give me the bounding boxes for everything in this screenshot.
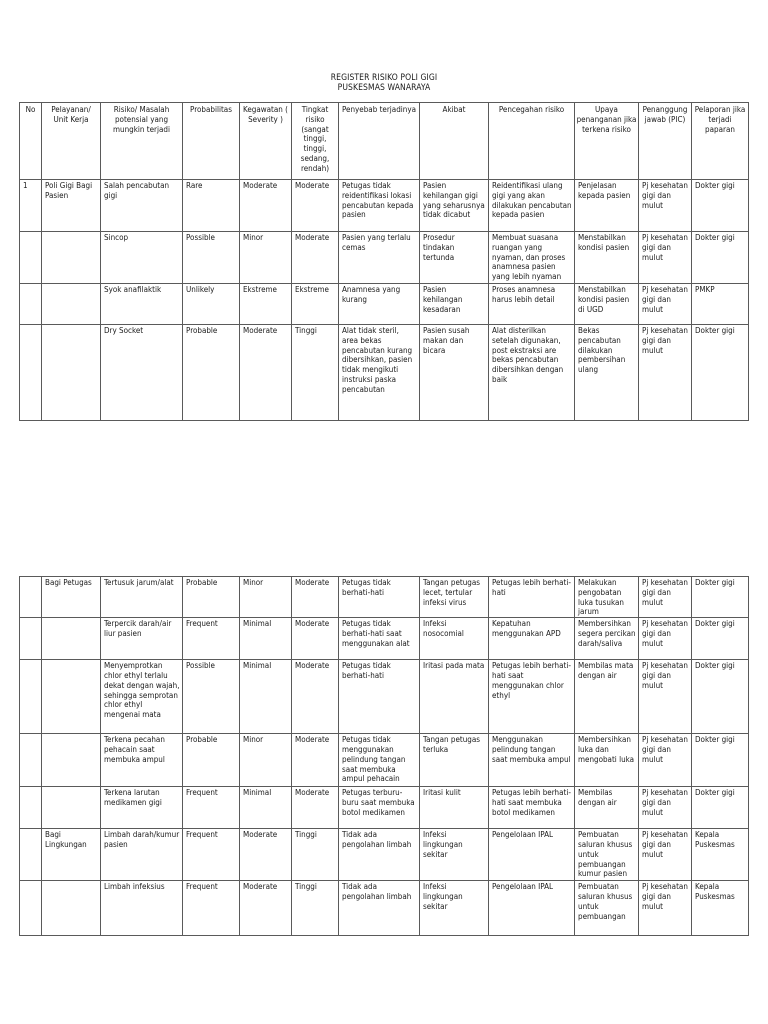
table-cell: Membersihkan luka dan mengobati luka: [575, 734, 639, 787]
table-cell: Moderate: [292, 180, 339, 232]
table-cell: [42, 881, 101, 936]
table-cell: Pj kesehatan gigi dan mulut: [639, 325, 692, 421]
table-row: [20, 577, 749, 618]
table-cell: Probable: [183, 577, 240, 618]
table-cell: Minor: [240, 577, 292, 618]
table-cell: Pj kesehatan gigi dan mulut: [639, 232, 692, 284]
table-cell: [42, 734, 101, 787]
table-cell: Moderate: [240, 881, 292, 936]
table-cell: Dokter gigi: [692, 734, 749, 787]
table-cell: [42, 284, 101, 325]
table-cell: Minimal: [240, 787, 292, 829]
table-cell: Ekstreme: [292, 284, 339, 325]
table-cell: Minor: [240, 734, 292, 787]
table-cell: Pasien yang terlalu cemas: [339, 232, 420, 284]
table-cell: Moderate: [240, 325, 292, 421]
document-subtitle: PUSKESMAS WANARAYA: [337, 83, 431, 93]
table-cell: Salah pencabutan gigi: [101, 180, 183, 232]
table-cell: Membilas mata dengan air: [575, 660, 639, 734]
column-header: Tingkat risiko (sangat tinggi, tinggi, sedang, rendah): [292, 103, 339, 180]
table-cell: Moderate: [292, 618, 339, 660]
table-cell: [20, 734, 42, 787]
table-cell: Pasien kehilangan gigi yang seharusnya tidak dicabut: [420, 180, 489, 232]
table-cell: Prosedur tindakan tertunda: [420, 232, 489, 284]
table-row: [20, 325, 749, 421]
table-cell: Infeksi nosocomial: [420, 618, 489, 660]
table-cell: Alat tidak steril, area bekas pencabutan kurang dibersihkan, pasien tidak mengikuti instruksi paska pencabutan: [339, 325, 420, 421]
table-cell: [20, 577, 42, 618]
column-header: Probabilitas: [183, 103, 240, 180]
table-header: [20, 103, 749, 180]
table-row: [20, 829, 749, 881]
table-cell: Pj kesehatan gigi dan mulut: [639, 577, 692, 618]
table-cell: Petugas lebih berhati-hati saat membuka botol medikamen: [489, 787, 575, 829]
table-cell: Rare: [183, 180, 240, 232]
table-cell: [20, 325, 42, 421]
table-row: [20, 180, 749, 232]
table-cell: Petugas lebih berhati-hati saat menggunakan chlor ethyl: [489, 660, 575, 734]
table-cell: Tidak ada pengolahan limbah: [339, 881, 420, 936]
table-cell: Iritasi kulit: [420, 787, 489, 829]
table-cell: Petugas terburu-buru saat membuka botol medikamen: [339, 787, 420, 829]
table-cell: Dokter gigi: [692, 180, 749, 232]
table-cell: Proses anamnesa harus lebih detail: [489, 284, 575, 325]
column-header: Penanggung jawab (PIC): [639, 103, 692, 180]
table-cell: Dokter gigi: [692, 618, 749, 660]
table-cell: 1: [20, 180, 42, 232]
table-cell: Frequent: [183, 829, 240, 881]
table-row: [20, 618, 749, 660]
table-cell: Anamnesa yang kurang: [339, 284, 420, 325]
table-cell: Tinggi: [292, 829, 339, 881]
table-row: [20, 232, 749, 284]
column-header: Pelaporan jika terjadi paparan: [692, 103, 749, 180]
table-cell: [42, 660, 101, 734]
table-cell: [42, 787, 101, 829]
column-header: Pelayanan/ Unit Kerja: [42, 103, 101, 180]
table-cell: Penjelasan kepada pasien: [575, 180, 639, 232]
table-cell: Pj kesehatan gigi dan mulut: [639, 660, 692, 734]
table-cell: Unlikely: [183, 284, 240, 325]
table-cell: Terkena larutan medikamen gigi: [101, 787, 183, 829]
table-cell: Limbah infeksius: [101, 881, 183, 936]
table-cell: Kepatuhan menggunakan APD: [489, 618, 575, 660]
table-cell: Pj kesehatan gigi dan mulut: [639, 829, 692, 881]
table-cell: Petugas lebih berhati-hati: [489, 577, 575, 618]
table-cell: Sincop: [101, 232, 183, 284]
table-cell: [20, 284, 42, 325]
table-cell: Petugas tidak menggunakan pelindung tangan saat membuka ampul pehacain: [339, 734, 420, 787]
table-cell: Tangan petugas terluka: [420, 734, 489, 787]
table-cell: [20, 881, 42, 936]
table-cell: Bekas pencabutan dilakukan pembersihan ulang: [575, 325, 639, 421]
table-cell: Syok anafilaktik: [101, 284, 183, 325]
table-cell: Membuat suasana ruangan yang nyaman, dan proses anamnesa pasien yang lebih nyaman: [489, 232, 575, 284]
table-cell: Kepala Puskesmas: [692, 829, 749, 881]
table-cell: Frequent: [183, 787, 240, 829]
table-cell: [20, 660, 42, 734]
table-cell: Menyemprotkan chlor ethyl terlalu dekat dengan wajah, sehingga semprotan chlor ethyl mengenai mata: [101, 660, 183, 734]
table-cell: Moderate: [292, 232, 339, 284]
table-cell: Pengelolaan IPAL: [489, 881, 575, 936]
table-cell: Ekstreme: [240, 284, 292, 325]
table-cell: PMKP: [692, 284, 749, 325]
table-cell: Pj kesehatan gigi dan mulut: [639, 881, 692, 936]
table-cell: Petugas tidak berhati-hati saat menggunakan alat: [339, 618, 420, 660]
table-cell: Tertusuk jarum/alat: [101, 577, 183, 618]
table-cell: Pj kesehatan gigi dan mulut: [639, 787, 692, 829]
table-cell: Terkena pecahan pehacain saat membuka ampul: [101, 734, 183, 787]
table-cell: Dokter gigi: [692, 660, 749, 734]
table-cell: Minimal: [240, 660, 292, 734]
document-title: REGISTER RISIKO POLI GIGI: [330, 73, 438, 83]
table-cell: Dokter gigi: [692, 577, 749, 618]
table-row: [20, 660, 749, 734]
column-header: Upaya penanganan jika terkena risiko: [575, 103, 639, 180]
column-header: Risiko/ Masalah potensial yang mungkin terjadi: [101, 103, 183, 180]
table-cell: [42, 232, 101, 284]
table-cell: Minor: [240, 232, 292, 284]
table-cell: Pengelolaan IPAL: [489, 829, 575, 881]
table-cell: Tidak ada pengolahan limbah: [339, 829, 420, 881]
table-cell: Infeksi lingkungan sekitar: [420, 881, 489, 936]
table-cell: Terpercik darah/air liur pasien: [101, 618, 183, 660]
table-cell: [20, 618, 42, 660]
table-cell: Probable: [183, 734, 240, 787]
table-cell: Dokter gigi: [692, 232, 749, 284]
table-cell: Moderate: [292, 577, 339, 618]
table-cell: Minimal: [240, 618, 292, 660]
table-row: [20, 734, 749, 787]
table-cell: Limbah darah/kumur pasien: [101, 829, 183, 881]
table-cell: Petugas tidak berhati-hati: [339, 660, 420, 734]
column-header: Pencegahan risiko: [489, 103, 575, 180]
table-cell: [20, 787, 42, 829]
table-cell: Moderate: [292, 734, 339, 787]
column-header: Penyebab terjadinya: [339, 103, 420, 180]
table-row: [20, 881, 749, 936]
table-cell: Moderate: [240, 829, 292, 881]
table-cell: Dokter gigi: [692, 325, 749, 421]
table-cell: Moderate: [240, 180, 292, 232]
table-cell: Dry Socket: [101, 325, 183, 421]
table-cell: Infeksi lingkungan sekitar: [420, 829, 489, 881]
risk-register-table-page2: [19, 576, 749, 936]
table-cell: Possible: [183, 660, 240, 734]
table-cell: Reidentifikasi ulang gigi yang akan dilakukan pencabutan kepada pasien: [489, 180, 575, 232]
table-row: [20, 787, 749, 829]
risk-register-table-page1: [19, 102, 749, 421]
table-cell: Pj kesehatan gigi dan mulut: [639, 734, 692, 787]
table-cell: Pasien kehilangan kesadaran: [420, 284, 489, 325]
table-cell: [20, 232, 42, 284]
table-cell: Menstabilkan kondisi pasien: [575, 232, 639, 284]
table-cell: Tangan petugas lecet, tertular infeksi virus: [420, 577, 489, 618]
column-header: Akibat: [420, 103, 489, 180]
column-header: Kegawatan ( Severity ): [240, 103, 292, 180]
table-cell: Frequent: [183, 881, 240, 936]
table-cell: Moderate: [292, 787, 339, 829]
table-row: [20, 284, 749, 325]
table-cell: Pembuatan saluran khusus untuk pembuangan: [575, 881, 639, 936]
table-cell: Alat disterilkan setelah digunakan, post ekstraksi are bekas pencabutan dibersihkan dengan baik: [489, 325, 575, 421]
table-cell: Kepala Puskesmas: [692, 881, 749, 936]
table-cell: [42, 618, 101, 660]
table-cell: Membilas dengan air: [575, 787, 639, 829]
table-cell: Dokter gigi: [692, 787, 749, 829]
table-cell: Pj kesehatan gigi dan mulut: [639, 180, 692, 232]
table-cell: Pasien susah makan dan bicara: [420, 325, 489, 421]
table-cell: Pembuatan saluran khusus untuk pembuangan kumur pasien: [575, 829, 639, 881]
table-cell: Menstabilkan kondisi pasien di UGD: [575, 284, 639, 325]
table-cell: Pj kesehatan gigi dan mulut: [639, 284, 692, 325]
table-cell: [42, 325, 101, 421]
table-cell: Iritasi pada mata: [420, 660, 489, 734]
table-cell: Menggunakan pelindung tangan saat membuka ampul: [489, 734, 575, 787]
table-cell: Tinggi: [292, 881, 339, 936]
table-cell: Possible: [183, 232, 240, 284]
table-cell: Membersihkan segera percikan darah/saliva: [575, 618, 639, 660]
table-cell: Pj kesehatan gigi dan mulut: [639, 618, 692, 660]
table-cell: Moderate: [292, 660, 339, 734]
table-cell: Bagi Lingkungan: [42, 829, 101, 881]
table-cell: Bagi Petugas: [42, 577, 101, 618]
table-cell: Poli Gigi Bagi Pasien: [42, 180, 101, 232]
table-cell: Frequent: [183, 618, 240, 660]
table-cell: Petugas tidak reidentifikasi lokasi pencabutan kepada pasien: [339, 180, 420, 232]
column-header: No: [20, 103, 42, 180]
table-cell: [20, 829, 42, 881]
table-cell: Probable: [183, 325, 240, 421]
table-cell: Tinggi: [292, 325, 339, 421]
table-cell: Petugas tidak berhati-hati: [339, 577, 420, 618]
table-cell: Melakukan pengobatan luka tusukan jarum: [575, 577, 639, 618]
